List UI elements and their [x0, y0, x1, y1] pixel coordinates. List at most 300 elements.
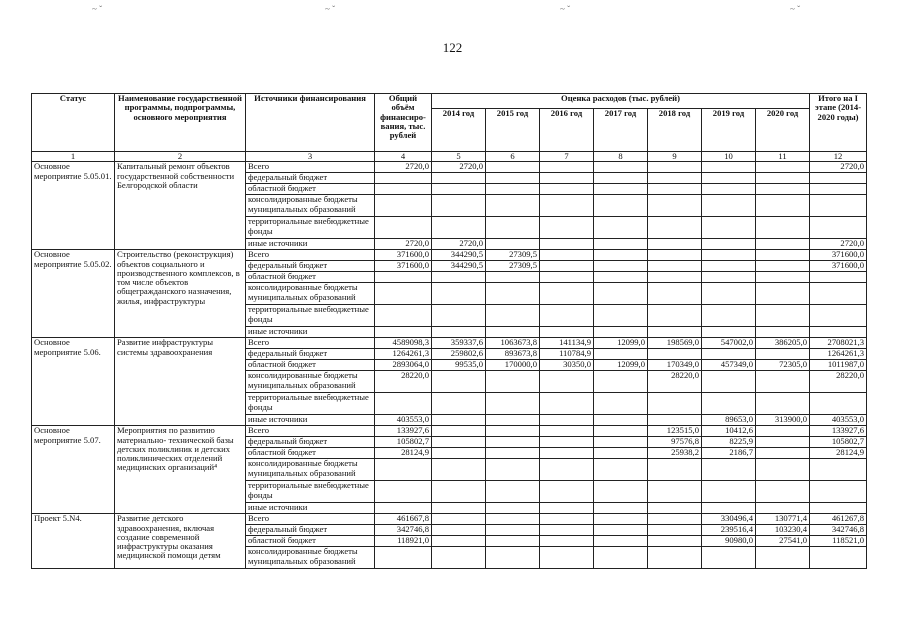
value-cell	[375, 173, 432, 184]
value-cell	[702, 503, 756, 514]
value-cell: 457349,0	[702, 360, 756, 371]
value-cell: 97576,8	[648, 437, 702, 448]
value-cell	[810, 547, 867, 569]
value-cell	[432, 426, 486, 437]
value-cell: 259802,6	[432, 349, 486, 360]
source-cell: иные источники	[246, 239, 375, 250]
value-cell: 133927,6	[375, 426, 432, 437]
value-cell: 547002,0	[702, 338, 756, 349]
value-cell	[486, 305, 540, 327]
value-cell	[375, 503, 432, 514]
header-status: Статус	[32, 94, 115, 152]
value-cell	[756, 426, 810, 437]
header-estimate: Оценка расходов (тыс. рублей)	[432, 94, 810, 109]
source-cell: иные источники	[246, 503, 375, 514]
scan-mark: ~ ˇ	[325, 4, 336, 14]
program-name-cell: Мероприятия по развитию материально- технической базы детских поликлиник и детских поликлинических отделений медицинских организаций⁴	[115, 426, 246, 514]
value-cell	[702, 239, 756, 250]
program-name-cell: Капитальный ремонт объектов государственной собственности Белгородской области	[115, 162, 246, 250]
value-cell: 27309,5	[486, 261, 540, 272]
value-cell	[756, 250, 810, 261]
value-cell	[540, 184, 594, 195]
value-cell	[375, 459, 432, 481]
value-cell	[375, 393, 432, 415]
value-cell	[432, 327, 486, 338]
value-cell	[810, 195, 867, 217]
source-cell: территориальные внебюджетные фонды	[246, 481, 375, 503]
value-cell: 461267,8	[810, 514, 867, 525]
header-year: 2020 год	[756, 109, 810, 152]
value-cell: 28124,9	[810, 448, 867, 459]
value-cell	[702, 547, 756, 569]
value-cell	[432, 514, 486, 525]
value-cell	[702, 393, 756, 415]
value-cell: 2720,0	[432, 162, 486, 173]
value-cell	[648, 514, 702, 525]
value-cell	[540, 327, 594, 338]
source-cell: консолидированные бюджеты муниципальных образований	[246, 547, 375, 569]
value-cell	[648, 195, 702, 217]
value-cell: 2186,7	[702, 448, 756, 459]
column-number: 10	[702, 152, 756, 162]
table-row	[32, 338, 867, 349]
value-cell	[375, 327, 432, 338]
value-cell: 359337,6	[432, 338, 486, 349]
value-cell: 105802,7	[375, 437, 432, 448]
value-cell	[486, 525, 540, 536]
value-cell	[648, 261, 702, 272]
value-cell	[594, 283, 648, 305]
value-cell	[540, 448, 594, 459]
value-cell	[648, 327, 702, 338]
value-cell: 403553,0	[810, 415, 867, 426]
value-cell: 330496,4	[702, 514, 756, 525]
value-cell	[594, 393, 648, 415]
value-cell: 103230,4	[756, 525, 810, 536]
value-cell: 110784,9	[540, 349, 594, 360]
value-cell: 8225,9	[702, 437, 756, 448]
value-cell	[810, 503, 867, 514]
value-cell	[702, 305, 756, 327]
value-cell	[810, 272, 867, 283]
value-cell: 1264261,3	[810, 349, 867, 360]
value-cell: 25938,2	[648, 448, 702, 459]
source-cell: федеральный бюджет	[246, 349, 375, 360]
value-cell: 12099,0	[594, 338, 648, 349]
value-cell	[648, 173, 702, 184]
value-cell	[540, 536, 594, 547]
value-cell	[594, 305, 648, 327]
value-cell	[540, 239, 594, 250]
value-cell	[594, 349, 648, 360]
source-cell: территориальные внебюджетные фонды	[246, 305, 375, 327]
value-cell	[756, 481, 810, 503]
value-cell	[756, 393, 810, 415]
value-cell: 90980,0	[702, 536, 756, 547]
value-cell: 89653,0	[702, 415, 756, 426]
status-cell: Основное мероприятие 5.05.01.	[32, 162, 115, 250]
value-cell	[540, 305, 594, 327]
value-cell: 27309,5	[486, 250, 540, 261]
value-cell	[486, 514, 540, 525]
value-cell	[486, 393, 540, 415]
value-cell: 342746,8	[375, 525, 432, 536]
value-cell	[756, 371, 810, 393]
scan-mark: ~ ˇ	[92, 4, 103, 14]
value-cell	[432, 305, 486, 327]
value-cell	[756, 305, 810, 327]
value-cell	[702, 217, 756, 239]
value-cell	[432, 217, 486, 239]
value-cell	[540, 547, 594, 569]
value-cell	[432, 272, 486, 283]
header-name: Наименование государственной программы, подпрограммы, основного мероприятия	[115, 94, 246, 152]
status-cell: Основное мероприятие 5.05.02.	[32, 250, 115, 338]
value-cell	[432, 547, 486, 569]
source-cell: иные источники	[246, 415, 375, 426]
value-cell	[432, 371, 486, 393]
value-cell	[540, 261, 594, 272]
value-cell	[594, 272, 648, 283]
header-year: 2018 год	[648, 109, 702, 152]
value-cell	[810, 327, 867, 338]
table-row	[32, 162, 867, 173]
table-row	[32, 514, 867, 525]
header-year: 2016 год	[540, 109, 594, 152]
column-number: 1	[32, 152, 115, 162]
source-cell: Всего	[246, 338, 375, 349]
value-cell	[486, 195, 540, 217]
header-itogo: Итого на I этапе (2014-2020 годы)	[810, 94, 867, 152]
value-cell	[702, 250, 756, 261]
value-cell: 1264261,3	[375, 349, 432, 360]
value-cell	[375, 184, 432, 195]
page-number: 122	[442, 40, 463, 55]
value-cell	[540, 283, 594, 305]
source-cell: областной бюджет	[246, 536, 375, 547]
value-cell	[756, 547, 810, 569]
source-cell: Всего	[246, 426, 375, 437]
value-cell	[648, 272, 702, 283]
value-cell	[594, 525, 648, 536]
value-cell	[756, 437, 810, 448]
value-cell	[648, 503, 702, 514]
value-cell	[486, 437, 540, 448]
value-cell: 28220,0	[648, 371, 702, 393]
value-cell	[756, 459, 810, 481]
value-cell	[486, 184, 540, 195]
header-total: Общий объём финансиро-вания, тыс. рублей	[375, 94, 432, 152]
source-cell: федеральный бюджет	[246, 437, 375, 448]
value-cell	[432, 437, 486, 448]
value-cell	[594, 239, 648, 250]
value-cell	[594, 162, 648, 173]
header-year: 2014 год	[432, 109, 486, 152]
value-cell	[432, 481, 486, 503]
value-cell	[432, 415, 486, 426]
value-cell	[756, 261, 810, 272]
value-cell	[486, 481, 540, 503]
value-cell: 130771,4	[756, 514, 810, 525]
value-cell: 2720,0	[375, 239, 432, 250]
value-cell	[594, 195, 648, 217]
column-number: 12	[810, 152, 867, 162]
value-cell	[594, 514, 648, 525]
value-cell	[375, 481, 432, 503]
value-cell	[648, 283, 702, 305]
value-cell: 371600,0	[375, 250, 432, 261]
program-name-cell: Развитие инфраструктуры системы здравоохранения	[115, 338, 246, 426]
value-cell	[432, 283, 486, 305]
table-row	[32, 250, 867, 261]
value-cell	[702, 173, 756, 184]
source-cell: Всего	[246, 162, 375, 173]
value-cell	[594, 503, 648, 514]
value-cell	[375, 195, 432, 217]
value-cell	[486, 272, 540, 283]
value-cell	[540, 437, 594, 448]
value-cell	[810, 481, 867, 503]
value-cell	[648, 525, 702, 536]
value-cell	[702, 184, 756, 195]
header-year: 2019 год	[702, 109, 756, 152]
value-cell: 344290,5	[432, 250, 486, 261]
value-cell: 4589098,3	[375, 338, 432, 349]
value-cell: 461667,8	[375, 514, 432, 525]
source-cell: консолидированные бюджеты муниципальных образований	[246, 195, 375, 217]
value-cell: 141134,9	[540, 338, 594, 349]
status-cell: Проект 5.N4.	[32, 514, 115, 569]
value-cell	[540, 250, 594, 261]
value-cell	[756, 173, 810, 184]
value-cell	[375, 283, 432, 305]
source-cell: консолидированные бюджеты муниципальных образований	[246, 371, 375, 393]
value-cell	[594, 184, 648, 195]
value-cell	[594, 547, 648, 569]
value-cell	[432, 393, 486, 415]
value-cell	[648, 349, 702, 360]
value-cell	[540, 426, 594, 437]
value-cell	[594, 173, 648, 184]
source-cell: иные источники	[246, 327, 375, 338]
value-cell	[486, 327, 540, 338]
value-cell	[540, 217, 594, 239]
value-cell	[648, 184, 702, 195]
column-number: 3	[246, 152, 375, 162]
value-cell	[756, 283, 810, 305]
value-cell	[648, 547, 702, 569]
value-cell	[432, 173, 486, 184]
value-cell	[702, 283, 756, 305]
value-cell	[594, 426, 648, 437]
value-cell: 2720,0	[432, 239, 486, 250]
value-cell	[756, 448, 810, 459]
value-cell	[756, 272, 810, 283]
value-cell	[702, 459, 756, 481]
value-cell	[810, 184, 867, 195]
value-cell: 123515,0	[648, 426, 702, 437]
value-cell	[648, 217, 702, 239]
program-name-cell: Развитие детского здравоохранения, включая создание современной инфраструктуры оказания медицинской помощи детям	[115, 514, 246, 569]
value-cell	[375, 305, 432, 327]
value-cell	[486, 239, 540, 250]
value-cell: 2893064,0	[375, 360, 432, 371]
value-cell	[486, 536, 540, 547]
value-cell: 27541,0	[756, 536, 810, 547]
value-cell	[486, 162, 540, 173]
value-cell: 133927,6	[810, 426, 867, 437]
status-cell: Основное мероприятие 5.07.	[32, 426, 115, 514]
value-cell: 10412,6	[702, 426, 756, 437]
value-cell	[540, 503, 594, 514]
source-cell: федеральный бюджет	[246, 173, 375, 184]
value-cell: 2708021,3	[810, 338, 867, 349]
value-cell: 342746,8	[810, 525, 867, 536]
value-cell	[648, 239, 702, 250]
value-cell	[540, 272, 594, 283]
source-cell: консолидированные бюджеты муниципальных образований	[246, 459, 375, 481]
source-cell: областной бюджет	[246, 448, 375, 459]
value-cell	[486, 371, 540, 393]
value-cell	[756, 162, 810, 173]
value-cell: 118521,0	[810, 536, 867, 547]
header-sources: Источники финансирования	[246, 94, 375, 152]
value-cell: 1011987,0	[810, 360, 867, 371]
value-cell	[702, 349, 756, 360]
column-number: 11	[756, 152, 810, 162]
value-cell	[432, 525, 486, 536]
value-cell	[486, 415, 540, 426]
value-cell	[594, 459, 648, 481]
value-cell	[756, 184, 810, 195]
value-cell	[702, 481, 756, 503]
value-cell: 893673,8	[486, 349, 540, 360]
value-cell	[648, 393, 702, 415]
value-cell	[540, 173, 594, 184]
column-number: 9	[648, 152, 702, 162]
value-cell: 198569,0	[648, 338, 702, 349]
value-cell	[702, 272, 756, 283]
value-cell	[756, 195, 810, 217]
value-cell: 170349,0	[648, 360, 702, 371]
value-cell: 28124,9	[375, 448, 432, 459]
status-cell: Основное мероприятие 5.06.	[32, 338, 115, 426]
value-cell	[486, 547, 540, 569]
value-cell	[810, 459, 867, 481]
value-cell: 1063673,8	[486, 338, 540, 349]
value-cell	[432, 448, 486, 459]
value-cell: 371600,0	[810, 261, 867, 272]
budget-table	[31, 93, 867, 569]
value-cell	[756, 349, 810, 360]
source-cell: Всего	[246, 250, 375, 261]
value-cell	[702, 371, 756, 393]
value-cell	[375, 217, 432, 239]
value-cell	[486, 173, 540, 184]
value-cell	[594, 415, 648, 426]
column-number: 7	[540, 152, 594, 162]
value-cell	[540, 371, 594, 393]
value-cell	[756, 217, 810, 239]
value-cell: 313900,0	[756, 415, 810, 426]
value-cell	[648, 536, 702, 547]
value-cell	[432, 184, 486, 195]
value-cell	[594, 250, 648, 261]
value-cell	[486, 217, 540, 239]
value-cell: 371600,0	[810, 250, 867, 261]
value-cell	[486, 503, 540, 514]
value-cell: 371600,0	[375, 261, 432, 272]
value-cell	[648, 250, 702, 261]
value-cell	[540, 415, 594, 426]
value-cell	[432, 536, 486, 547]
value-cell: 118921,0	[375, 536, 432, 547]
value-cell: 170000,0	[486, 360, 540, 371]
value-cell	[486, 283, 540, 305]
value-cell	[432, 195, 486, 217]
source-cell: областной бюджет	[246, 184, 375, 195]
value-cell: 28220,0	[375, 371, 432, 393]
value-cell	[702, 327, 756, 338]
value-cell: 30350,0	[540, 360, 594, 371]
value-cell	[810, 217, 867, 239]
column-number: 5	[432, 152, 486, 162]
value-cell	[594, 217, 648, 239]
header-year: 2017 год	[594, 109, 648, 152]
value-cell	[756, 239, 810, 250]
value-cell	[648, 459, 702, 481]
value-cell	[540, 514, 594, 525]
value-cell	[648, 162, 702, 173]
source-cell: Всего	[246, 514, 375, 525]
value-cell	[810, 283, 867, 305]
value-cell	[594, 261, 648, 272]
column-number: 6	[486, 152, 540, 162]
value-cell	[540, 459, 594, 481]
column-number: 4	[375, 152, 432, 162]
value-cell: 72305,0	[756, 360, 810, 371]
source-cell: территориальные внебюджетные фонды	[246, 217, 375, 239]
source-cell: территориальные внебюджетные фонды	[246, 393, 375, 415]
table-row	[32, 426, 867, 437]
value-cell	[486, 448, 540, 459]
value-cell: 12099,0	[594, 360, 648, 371]
value-cell: 403553,0	[375, 415, 432, 426]
value-cell	[756, 503, 810, 514]
value-cell	[810, 393, 867, 415]
value-cell: 386205,0	[756, 338, 810, 349]
value-cell	[702, 195, 756, 217]
value-cell: 28220,0	[810, 371, 867, 393]
value-cell	[594, 371, 648, 393]
program-name-cell: Строительство (реконструкция) объектов социального и производственного комплексов, в том числе объектов общегражданского назначения, жилья, инфраструктуры	[115, 250, 246, 338]
value-cell: 2720,0	[810, 162, 867, 173]
value-cell	[810, 305, 867, 327]
value-cell: 2720,0	[810, 239, 867, 250]
value-cell	[375, 272, 432, 283]
value-cell	[702, 162, 756, 173]
column-number: 2	[115, 152, 246, 162]
value-cell	[540, 525, 594, 536]
scan-mark: ~ ˇ	[560, 4, 571, 14]
scan-mark: ~ ˇ	[790, 4, 801, 14]
value-cell: 105802,7	[810, 437, 867, 448]
source-cell: областной бюджет	[246, 272, 375, 283]
value-cell	[540, 195, 594, 217]
value-cell	[648, 305, 702, 327]
value-cell	[756, 327, 810, 338]
value-cell	[594, 481, 648, 503]
